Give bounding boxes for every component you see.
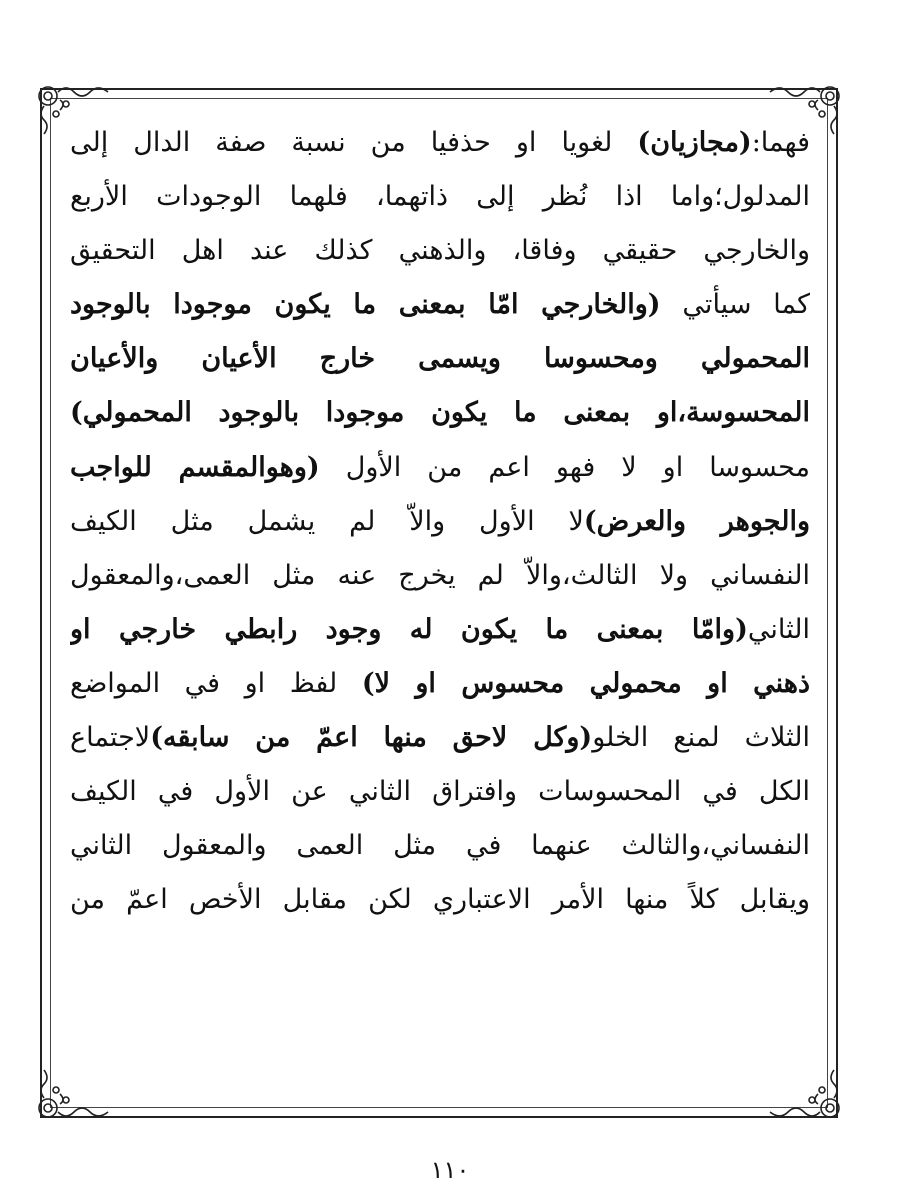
text-segment: لغويا او حذفيا من نسبة صفة الدال إلى [70,127,638,158]
text-segment: النفساني،والثالث عنهما في مثل العمى والمعقول الثاني [70,830,810,862]
text-segment: لا الأول والاّ لم يشمل مثل الكيف [70,505,584,537]
text-line [70,711,810,765]
text-line [70,765,810,819]
text-line [70,224,810,278]
bold-text-segment: (وهوالمقسم للواجب [70,451,320,483]
text-line [70,819,810,873]
text-segment: النفساني ولا الثالث،والاّ لم يخرج عنه مثل العمى،والمعقول [70,559,810,591]
bold-text-segment: (والخارجي امّا بمعنى ما يكون موجودا بالوجود [70,289,661,321]
text-segment: محسوسا او لا فهو اعم من الأول [319,451,810,483]
bold-text-segment: المحمولي ومحسوسا ويسمى خارج الأعيان والأعيان [70,343,810,375]
text-line [70,495,810,549]
text-segment: المدلول؛واما اذا نُظر إلى ذاتهما، فلهما الوجودات الأربع [70,181,810,213]
text-segment: لفظ او في المواضع [70,667,362,699]
bold-text-segment: (وكل لاحق منها اعمّ من سابقه) [150,722,593,754]
bold-text-segment: ذهني او محمولي محسوس او لا) [361,667,810,699]
text-segment: ويقابل كلاً منها الأمر الاعتباري لكن مقابل الأخص اعمّ من [70,884,810,916]
text-line [70,873,810,927]
bold-text-segment: (وامّا بمعنى ما يكون له وجود رابطي خارجي او [70,613,748,645]
text-line [70,386,810,440]
text-line [70,170,810,224]
bold-text-segment: والجوهر والعرض) [583,505,810,537]
text-segment: كما سيأتي [660,289,810,321]
corner-ornament-icon [34,1068,114,1122]
text-segment: الكل في المحسوسات وافتراق الثاني عن الأول في الكيف [70,776,810,808]
text-line [70,549,810,603]
text-segment: فهما: [751,127,810,158]
text-segment: الثاني [747,613,810,645]
text-line [70,278,810,332]
body-text [70,116,810,1036]
page-number: ١١٠ [430,1156,470,1184]
text-segment: الثلاث لمنع الخلو [592,722,810,754]
bold-text-segment: المحسوسة،او بمعنى ما يكون موجودا بالوجود المحمولي) [70,397,810,429]
bold-text-segment: (مجازيان) [637,127,752,158]
text-line [70,657,810,711]
corner-ornament-icon [764,1068,844,1122]
text-line [70,332,810,386]
text-line [70,603,810,657]
text-segment: لاجتماع [70,722,151,754]
text-line [70,116,810,170]
text-segment: والخارجي حقيقي وفاقا، والذهني كذلك عند اهل التحقيق [70,235,810,267]
text-line [70,441,810,495]
